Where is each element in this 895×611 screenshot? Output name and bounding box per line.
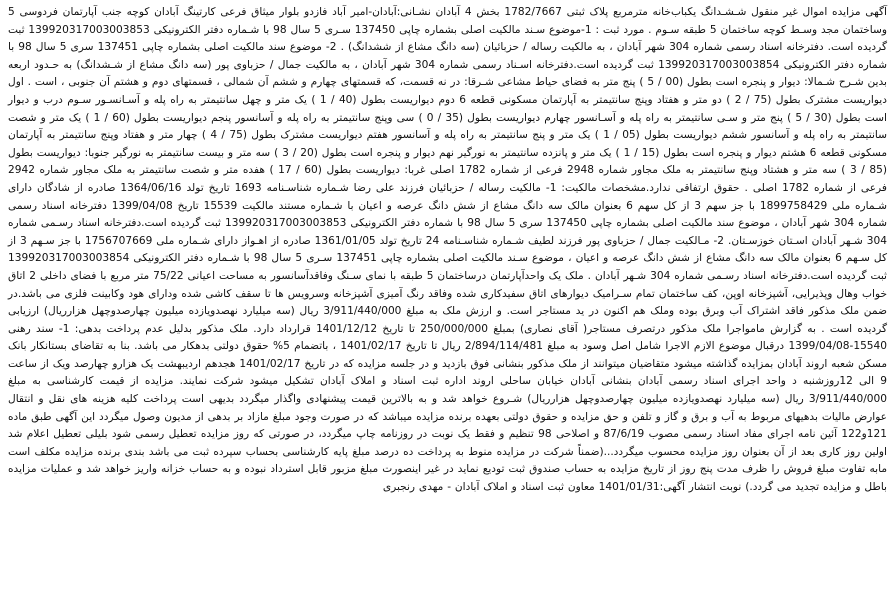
auction-notice-text: آگهی مزایده اموال غیر منقول شـشـدانگ یکباب‌خانه مترمربع پلاک ثبتی 1782/7667 بخش 4 آبادان نشـانی:آبادان-امیر آباد فازدو بلوار میثاق فرعی کارتینگ آبادان کوچه جنب آپارتمان فردوسی 5 وساختمان مجد وسـط کوچه ساختمان 5 طبقه سـوم . مورد ثبت : 1-موضوع سـند مالکیت اصلی بشماره چاپی 137450 سـری 5 سال 98 با شـماره دفتر الکترونیکی 139920317003003853 ثبت گردیده است. دفترخانه اسناد رسمی شماره 304 شهر آبادان ، به مالکیت رساله / حزبائیان (سه دانگ مشاع از ششدانگ) . 2- موضوع سند مالکیت اصلی بشماره چاپی 137451 سری 5 سال 98 با شماره دفتر الکترونیکی 139920317003003854 ثبت گردیده است.دفترخانه اسـناد رسمی شماره 304 شهر آبادان ، به مالکیت جمال / حزباوی پور (سه دانگ مشاع از شـشدانگ) به حـدود اربعه بدین شـرح شـمالا: دیوار و پنجره است بطول (00 / 5 ) پنج متر به فضای حیاط مشاعی شـرقا: در نه قسمت، که قسمتهای چهارم و ششم آن شمالی ، قسمتهای دوم و هشتم آن جنوبی ، است . اول دیواریست مشترک بطول (75 / 2 ) دو متر و هفتاد وپنج سانتیمتر به آپارتمان مسکونی قطعه 6 دوم دیواریست بطول (40 / 1 ) یک متر و چهل سانتیمتر به راه پله و آسـانسـور سـوم درب و دیوار است بطول (30 / 5 ) پنج متر و سـی سانتیمتر به راه پله و آسـانسور چهارم دیواریست بطول (35 / 0 ) سی وپنج سانتیمتر به راه پله و آسانسور پنجم دیواریست بطول (60 / 1 ) یک متر و شصت سانتیمتر به راه پله و آسانسور ششم دیواریست بطول (05 / 1 ) یک متر و پنج سانتیمتر به راه پله و آسانسور هفتم دیواریست مشترک بطول (75 / 4 ) چهار متر و هفتاد وپنج سانتیمتر به آپارتمان مسکونی قطعه 6 هشتم دیوار و پنجره است بطول (15 / 1 ) یک متر و پانزده سانتیمتر به نورگیر نهم دیوار و پنجره است بطول (20 / 3 ) سه متر و بیست سانتیمتر به نورگیر جنوبا: دیواریست بطول (85 / 3 ) سه متر و هشتاد وپنج سانتیمتر به ملک مجاور شماره 2948 فرعی از شماره 1782 اصلی غربا: دیواریست بطول (60 / 17 ) هفده متر و شصت سانتیمتر به ملک مجاور شماره 2942 فرعی از شماره 1782 اصلی . حقوق ارتفاقی ندارد.مشخصات مالکیت: 1- مالکیت رساله / حزبائیان فرزند علی رضا شـماره شناسـنامه 1693 تاریخ تولد 1364/06/16 صادره از شادگان دارای شـماره ملی 1899758429 با جز سهم 3 از کل سهم 6 بعنوان مالک سه دانگ مشاع از شش دانگ عرصه و اعیان با شـماره مستند مالکیت 15539 تاریخ 1399/04/08 دفترخانه اسناد رسمی شماره 304 شهر آبادان ، موضوع سند مالکیت اصلی بشماره چاپی 137450 سری 5 سال 98 با شماره دفتر الکترونیکی 139920317003003853 ثبت گردیده است.دفترخانه اسناد رسـمی شماره 304 شـهر آبادان اسـتان خوزسـتان. 2- مـالکیت جمال / حزباوی پور فرزند لطیف شـماره شناسـنامه 24 تاریخ تولد 1361/01/05 صادره از اهـواز دارای شـماره ملی 1756707669 با جز سـهم 3 از کل سـهم 6 بعنوان مالک سه دانگ مشاع از شش دانگ عرصه و اعیان ، موضوع سـند مالکیت اصلی بشماره چاپی 137451 سـری 5 سال 98 با شـماره دفتر الکترونیکی 139920317003003854 ثبت گردیده است.دفترخانه اسناد رسـمی شماره 304 شـهر آبادان . ملک یک واحدآپارتمان درساختمان 5 طبقه با نمای سـنگ وفاقدآسانسور به مساحت اعیانی 75/22 متر مربع با فضای داخلی 2 اتاق خواب وهال وپذیرایی، آشپزخانه اوپن، کف ساختمان تمام سـرامیک دیوارهای اتاق سفیدکاری شده وفاقد رنگ آمیزی آشپزخانه وسرویس ها تا سقف کاشی شده ودارای هود وکابینت فلزی می باشد.در ضمن ملک مذکور فاقد اشتراک آب وبرق بوده وملک هم اکنون در ید مستاجر است. و ارزش ملک به مبلغ 3/911/440/000 ریال (سه میلیارد نهصدویازده میلیون چهارصدوچهل هزارریال) ارزیابی گردیده است . به گزارش مامواجرا ملک مذکور درتصرف مستاجر( آقای نصاری) بمبلغ 250/000/000 تا تاریخ 1401/12/12 قرارداد دارد. ملک مذکور بدلیل عدم پرداخت بدهی: 1- سند رهنی 15540-1399/04/08 درقبال موضوع الازم الاجرا شامل اصل وسود به مبلغ 2/894/114/481 ریال تا تاریخ 1401/02/17 ، باتضمام 5% حقوق دولتی بدهکار می باشد. بنا به تقاضای بستانکار بانک مسکن شعبه اروند آبادان بمزایده گذاشته میشود متقاضیان میتوانند از ملک مذکور بنشانی فوق بازدید و در جلسه مزایده که در تاریخ 1401/02/17 هجدهم اردیبهشت یک هزارو چهارصد ویک از ساعت 9 الی 12روزشنبه د واحد اجرای اسناد رسمی آبادان بنشانی آبادان خیابان ساحلی اروند اداره ثبت اسناد و املاک آبادان تشکیل میشود شرکت نمایند. مزایده از قیمت کارشناسی به مبلغ 3/911/440/000 ریال (سه میلیارد نهصدویازده میلیون چهارصدوچهل هزارریال) شـروع خواهد شد و به بالاترین قیمت پیشنهادی واگذار میگردد بدیهی است پرداخت کلیه هزینه های نقل و انتقال عوارض مالیات بدهیهای مربوط به آب و برق و گاز و تلفن و حق مزایده و حقوق دولتی بعهده برنده مزایده میباشد که در صورت وجود مبلغ مازاد بر بدهی از مدیون وصول میگردد این آگهی طبق ماده 121و122 آئین نامه اجرای مفاد اسناد رسمی مصوب 87/6/19 و اصلاحی 98 تنظیم و فقط یک نوبت در روزنامه چاپ میگردد، در صورتی که روز مزایده تعطیل رسمی شود بلیلی تعطیل اعلام شد اولین روز کاری بعد از آن بعنوان روز مزایده محسوب میگردد...(ضمناً شرکت در مزایده منوط به پرداخت ده درصد مبلغ پایه کارشناسی بحساب سپرده ثبت می باشد بندی برنده مزایده مکلف است مابه تفاوت مبلغ فروش را ظرف مدت پنج روز از تاریخ مزایده به حساب صندوق ثبت تودیع نماید در غیر اینصورت مبلغ مزبور قابل استرداد نبوده و به حساب خزانه واریز خواهد شد و عملیات مزایده باطل و مزایده تجدید می گردد.) نوبت انتشار آگهی:1401/01/31 معاون ثبت اسناد و املاک آبادان - مهدی رنجبری	[8, 6, 888, 494]
